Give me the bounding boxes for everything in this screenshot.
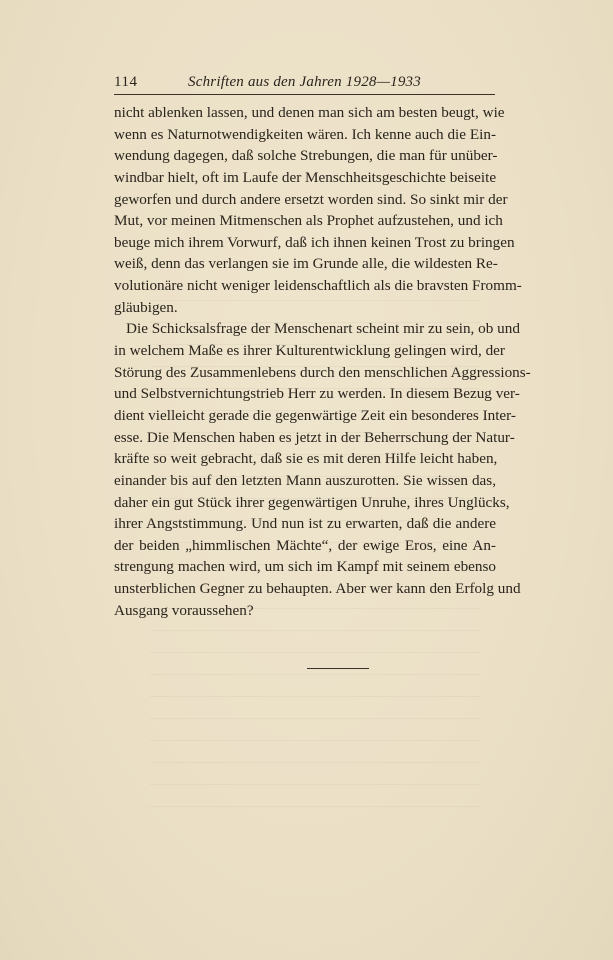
text-line: Ausgang voraussehen? [114, 601, 254, 619]
text-line: weiß, denn das verlangen sie im Grunde alle, die wildesten Re- [114, 255, 498, 273]
text-line: windbar hielt, oft im Laufe der Menschheitsgeschichte beiseite [114, 168, 497, 186]
paragraph-1 [114, 102, 522, 318]
text-line: wendung dagegen, daß solche Strebungen, die man für unüber- [114, 147, 498, 165]
section-end-rule [307, 668, 369, 669]
text-line: ihrer Angststimmung. Und nun ist zu erwarten, daß die andere [114, 515, 496, 533]
text-line: daher ein gut Stück ihrer gegenwärtigen Unruhe, ihres Unglücks, [114, 493, 510, 511]
paragraph-2 [114, 318, 531, 621]
text-line: Die Schicksalsfrage der Menschenart scheint mir zu sein, ob und [126, 320, 520, 338]
text-line: Störung des Zusammenlebens durch den menschlichen Aggressions- [114, 363, 531, 381]
text-line: gläubigen. [114, 298, 178, 316]
text-line: in welchem Maße es ihrer Kulturentwicklung gelingen wird, der [114, 342, 505, 360]
body-text [114, 102, 531, 621]
text-line: volutionäre nicht weniger leidenschaftlich als die bravsten Fromm- [114, 277, 522, 295]
text-line: wenn es Naturnotwendigkeiten wären. Ich kenne auch die Ein- [114, 125, 496, 143]
page-number: 114 [114, 74, 138, 90]
text-line: Mut, vor meinen Mitmenschen als Prophet aufzustehen, und ich [114, 212, 503, 230]
text-line: einander bis auf den letzten Mann auszurotten. Sie wissen das, [114, 471, 496, 489]
text-line: beuge mich ihrem Vorwurf, daß ich ihnen keinen Trost zu bringen [114, 233, 515, 251]
text-line: der beiden „himmlischen Mächte“, der ewige Eros, eine An- [114, 536, 496, 554]
text-line: dient vielleicht gerade die gegenwärtige Zeit ein besonderes Inter- [114, 406, 516, 424]
text-line: strengung machen wird, um sich im Kampf mit seinem ebenso [114, 558, 496, 576]
text-line: unsterblichen Gegner zu behaupten. Aber wer kann den Erfolg und [114, 580, 521, 598]
text-line: nicht ablenken lassen, und denen man sich am besten beugt, wie [114, 104, 505, 121]
text-line: geworfen und durch andere ersetzt worden sind. So sinkt mir der [114, 190, 508, 208]
text-line: kräfte so weit gebracht, daß sie es mit deren Hilfe leicht haben, [114, 450, 498, 468]
text-line: esse. Die Menschen haben es jetzt in der Beherrschung der Natur- [114, 428, 515, 446]
running-header [114, 70, 495, 95]
text-line: und Selbstvernichtungstrieb Herr zu werden. In diesem Bezug ver- [114, 385, 520, 403]
running-title: Schriften aus den Jahren 1928—1933 [188, 74, 421, 90]
